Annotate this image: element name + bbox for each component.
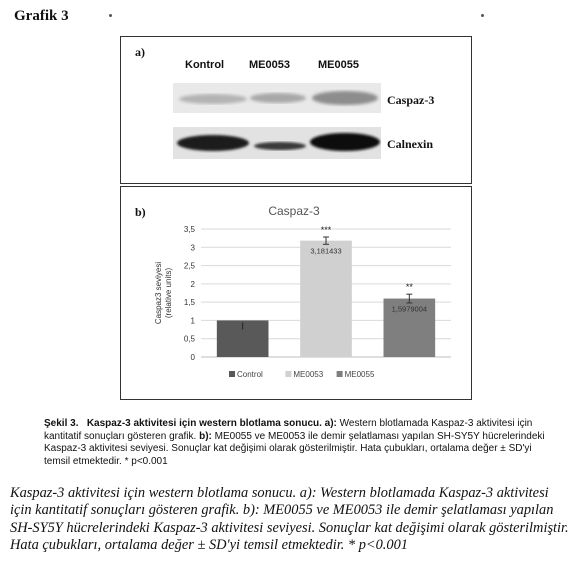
- significance-marker: **: [405, 282, 413, 293]
- panel-b-label: b): [135, 205, 146, 219]
- y-axis-label: Caspaz3 seviyesi: [154, 261, 163, 325]
- lane-label-me0055: ME0055: [318, 59, 359, 71]
- lane-label-kontrol: Kontrol: [185, 59, 225, 71]
- caspase3-blot-image: [173, 83, 381, 113]
- calnexin-blot-image: [173, 127, 381, 159]
- western-blot-panel: [120, 36, 472, 184]
- y-axis-ticks: [184, 225, 196, 362]
- blot-row-label-calnexin: Calnexin: [387, 137, 434, 151]
- figure-caption: [44, 418, 554, 468]
- y-tick-label: 1,5: [183, 298, 195, 308]
- figure-label: Şekil 3.: [44, 418, 79, 429]
- data-label: 1,5979004: [391, 304, 428, 314]
- legend-swatch: [337, 371, 343, 377]
- legend-label: ME0055: [344, 370, 375, 379]
- y-tick-label: 3,5: [183, 225, 195, 234]
- y-tick-label: 1: [190, 316, 195, 326]
- figure-label-b: b):: [199, 430, 212, 442]
- y-axis-units: (relative units): [164, 267, 173, 319]
- legend-label: ME0053: [293, 370, 324, 379]
- figure-text-b: ME0055 ve ME0053 ile demir şelatlaması yapılan SH-SY5Y hücrelerindeki Kaspaz-3 aktivitesi seviyesi. Sonuçlar kat değişimi olarak gösterilmiştir. Hata çubukları, ortalama değer ± SD'yi temsil etmektedir. * p<0.001: [44, 430, 545, 467]
- data-label: 3,181433: [310, 246, 342, 256]
- decorative-dot: [109, 14, 112, 17]
- y-tick-label: 2,5: [183, 261, 195, 271]
- y-tick-label: 0: [190, 353, 195, 362]
- y-tick-label: 3: [190, 243, 195, 253]
- legend-swatch: [285, 371, 291, 377]
- blot-row-label-caspaz3: Caspaz-3: [387, 93, 435, 107]
- bar-chart: [121, 187, 471, 399]
- legend-label: Control: [237, 370, 263, 379]
- bar-me0053: [300, 241, 352, 357]
- bars: [217, 225, 435, 357]
- y-tick-label: 2: [190, 279, 195, 289]
- figure-title: Kaspaz-3 aktivitesi için western blotlama sonucu. a):: [86, 418, 337, 429]
- chart-legend: [229, 370, 375, 379]
- figure-text-a: Western blotlamada Kaspaz-3 aktivitesi için kantitatif sonuçları gösteren grafik.: [44, 418, 533, 442]
- chart-title: Caspaz-3: [268, 204, 320, 218]
- lane-label-me0053: ME0053: [249, 59, 290, 71]
- panel-a-label: a): [135, 45, 145, 59]
- significance-marker: ***: [320, 224, 332, 235]
- y-tick-label: 0,5: [183, 334, 195, 344]
- main-caption: Kaspaz-3 aktivitesi için western blotlama sonucu. a): Western blotlamada Kaspaz-3 aktivitesi için kantitatif sonuçları gösteren grafik. b): ME0055 ve ME0053 ile demir şelatlaması yapılan SH-SY5Y hücrelerindeki Kaspaz-3 aktivitesi seviyesi. Sonuçlar kat değişimi olarak gösterilmiştir. Hata çubukları, ortalama değer ± SD'yi temsil etmektedir. * p<0.001: [10, 485, 569, 554]
- legend-swatch: [229, 371, 235, 377]
- caspase3-chart-panel: [120, 186, 472, 400]
- decorative-dot: [481, 14, 484, 17]
- page-heading: Grafik 3: [14, 8, 69, 24]
